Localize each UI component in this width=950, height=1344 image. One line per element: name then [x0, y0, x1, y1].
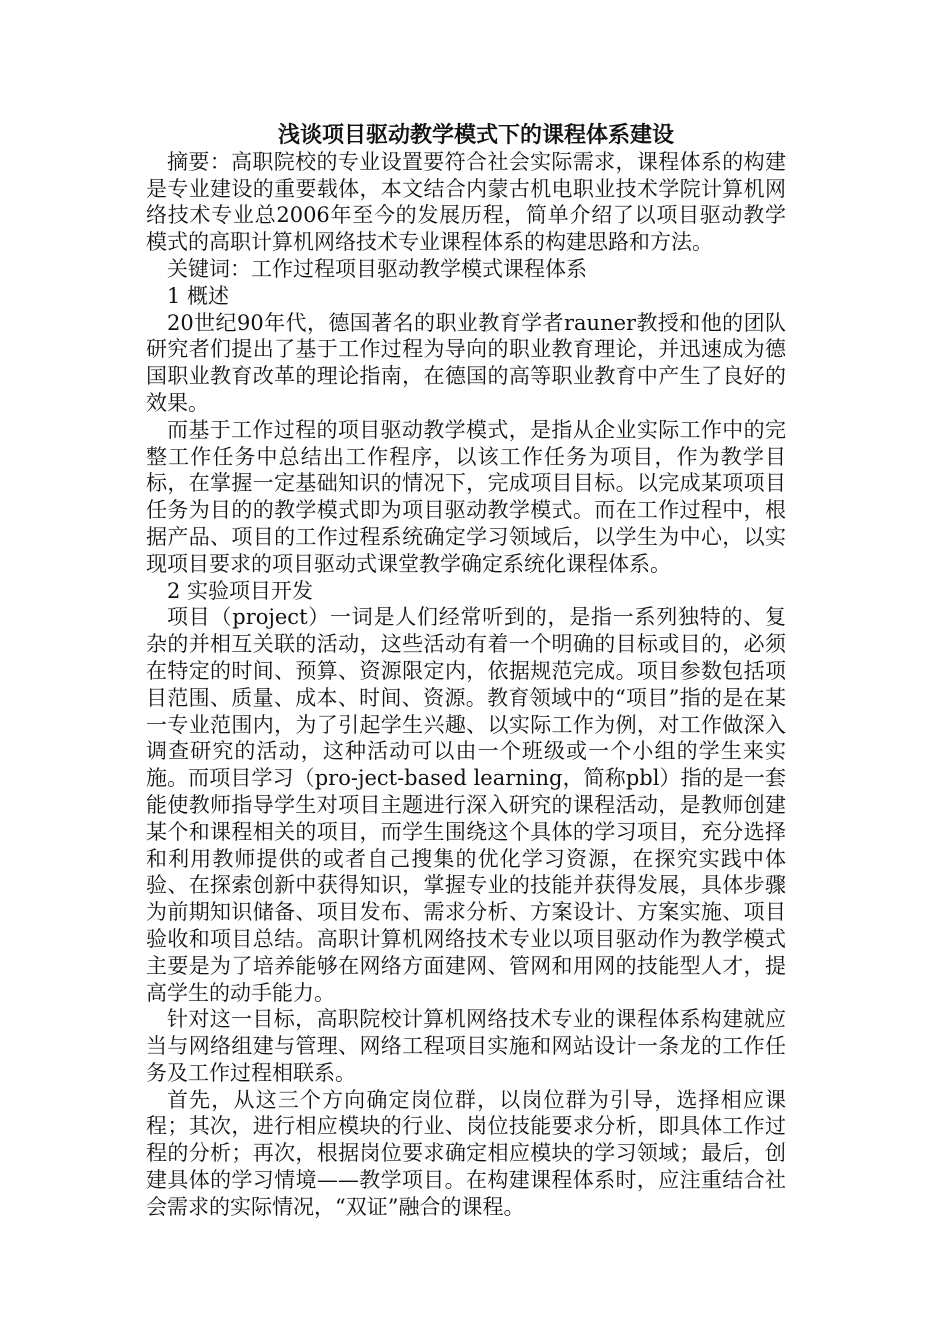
abstract-paragraph: 摘要：高职院校的专业设置要符合社会实际需求，课程体系的构建是专业建设的重要载体，本文结合内蒙古机电职业技术学院计算机网络技术专业总2006年至今的发展历程，简单介绍了以项目驱动教学模式的高职计算机网络技术专业课程体系的构建思路和方法。	[146, 149, 786, 255]
section-1-paragraph-1: 20世纪90年代，德国著名的职业教育学者rauner教授和他的团队研究者们提出了基于工作过程为导向的职业教育理论，并迅速成为德国职业教育改革的理论指南，在德国的高等职业教育中产生了良好的效果。	[146, 310, 786, 415]
section-2-paragraph-3: 首先，从这三个方向确定岗位群，以岗位群为引导，选择相应课程；其次，进行相应模块的行业、岗位技能要求分析，即具体工作过程的分析；再次，根据岗位要求确定相应模块的学习领域；最后，创建具体的学习情境——教学项目。在构建课程体系时，应注重结合社会需求的实际情况，“双证”融合的课程。	[146, 1087, 786, 1219]
keywords-line: 关键词：工作过程项目驱动教学模式课程体系	[167, 256, 587, 281]
section-1-paragraph-2: 而基于工作过程的项目驱动教学模式，是指从企业实际工作中的完整工作任务中总结出工作程序，以该工作任务为项目，作为教学目标，在掌握一定基础知识的情况下，完成项目目标。以完成某项项目任务为目的的教学模式即为项目驱动教学模式。而在工作过程中，根据产品、项目的工作过程系统确定学习领域后，以学生为中心，以实现项目要求的项目驱动式课堂教学确定系统化课程体系。	[146, 417, 786, 576]
section-1-heading: 1 概述	[167, 283, 230, 308]
section-2-paragraph-1: 项目（project）一词是人们经常听到的，是指一系列独特的、复杂的并相互关联的活动，这些活动有着一个明确的目标或目的，必须在特定的时间、预算、资源限定内，依据规范完成。项目参数包括项目范围、质量、成本、时间、资源。教育领域中的“项目”指的是在某一专业范围内，为了引起学生兴趣、以实际工作为例，对工作做深入调查研究的活动，这种活动可以由一个班级或一个小组的学生来实施。而项目学习（pro-ject-based learning，简称pbl）指的是一套能使教师指导学生对项目主题进行深入研究的课程活动，是教师创建某个和课程相关的项目，而学生围绕这个具体的学习项目，充分选择和利用教师提供的或者自己搜集的优化学习资源，在探究实践中体验、在探索创新中获得知识，掌握专业的技能并获得发展，具体步骤为前期知识储备、项目发布、需求分析、方案设计、方案实施、项目验收和项目总结。高职计算机网络技术专业以项目驱动作为教学模式主要是为了培养能够在网络方面建网、管网和用网的技能型人才，提高学生的动手能力。	[146, 605, 786, 1005]
document-body	[146, 122, 786, 1221]
document-title: 浅谈项目驱动教学模式下的课程体系建设	[277, 122, 674, 148]
section-2-heading: 2 实验项目开发	[167, 578, 314, 603]
section-2-paragraph-2: 针对这一目标，高职院校计算机网络技术专业的课程体系构建就应当与网络组建与管理、网络工程项目实施和网站设计一条龙的工作任务及工作过程相联系。	[146, 1007, 786, 1085]
